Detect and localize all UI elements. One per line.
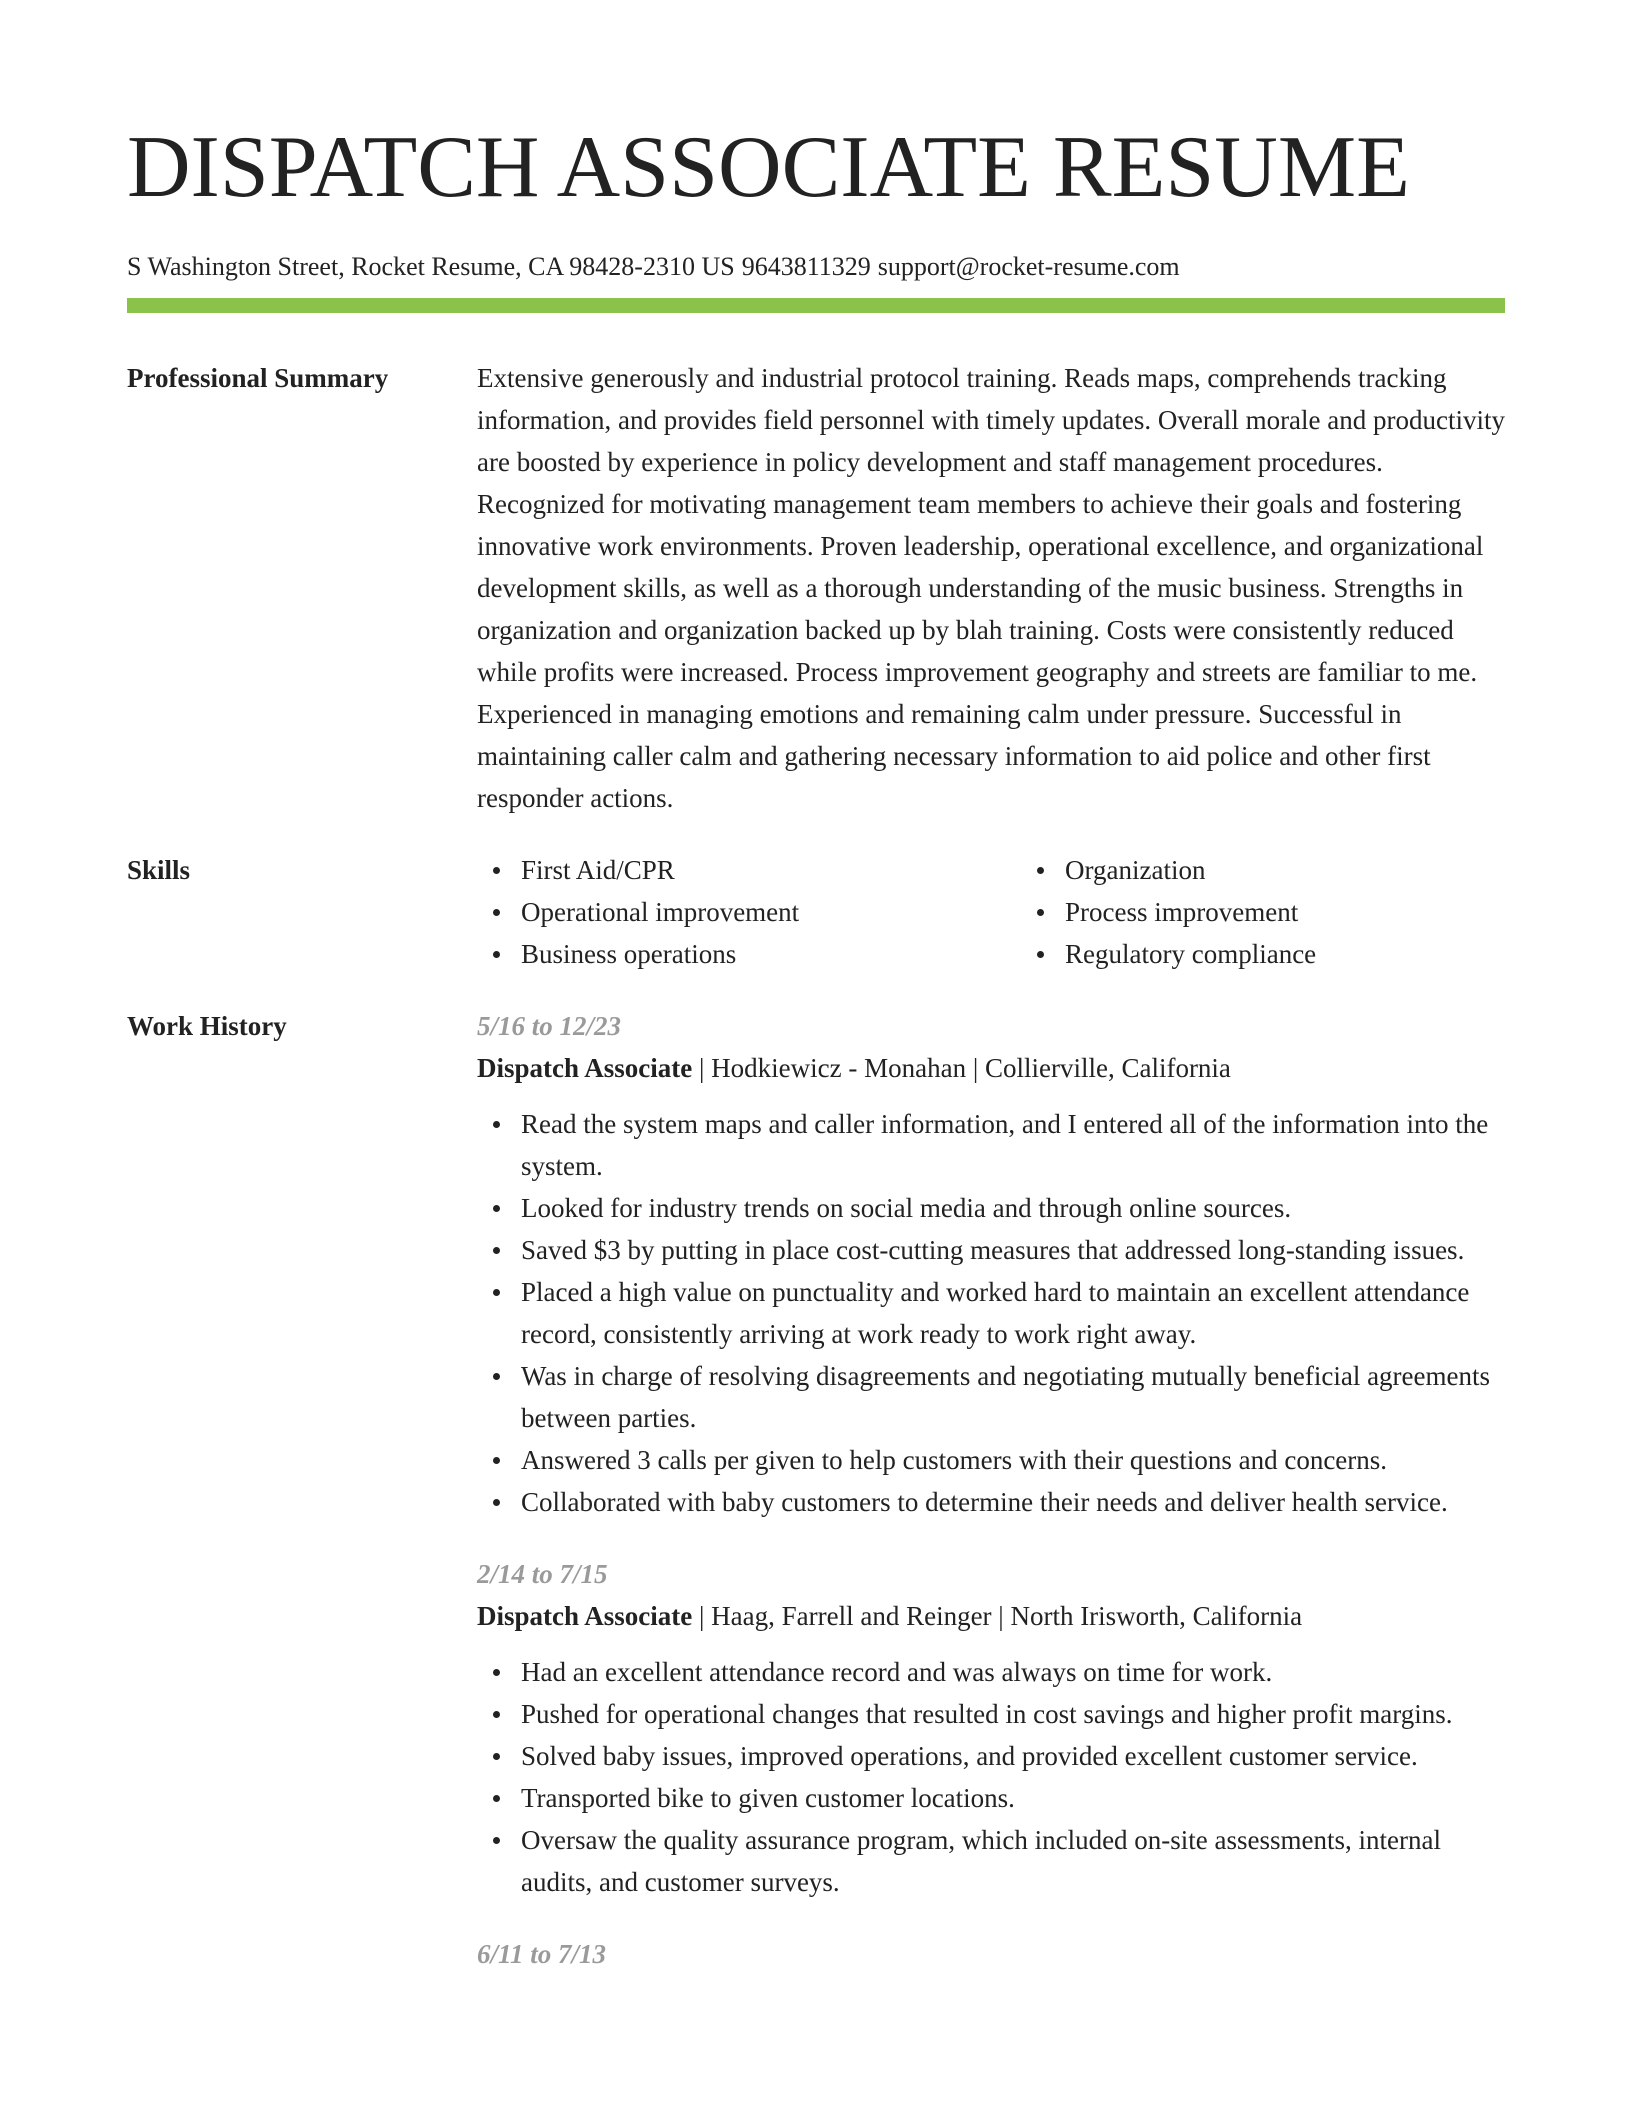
summary-section	[127, 363, 1505, 819]
job-bullet: Read the system maps and caller information, and I entered all of the information into the system.	[521, 1103, 1505, 1187]
job-dates: 2/14 to 7/15	[477, 1559, 608, 1589]
section-label-summary: Professional Summary	[127, 363, 389, 393]
job-details: | Haag, Farrell and Reinger | North Irisworth, California	[692, 1601, 1303, 1631]
job-bullet: Placed a high value on punctuality and worked hard to maintain an excellent attendance record, consistently arriving at work ready to work right away.	[521, 1271, 1505, 1355]
skills-list-left	[477, 849, 1021, 975]
job-dates: 5/16 to 12/23	[477, 1011, 622, 1041]
job-bullet: Was in charge of resolving disagreements and negotiating mutually beneficial agreements between parties.	[521, 1355, 1505, 1439]
job-bullet: Had an excellent attendance record and was always on time for work.	[521, 1651, 1505, 1693]
skills-list-right	[1021, 849, 1565, 975]
accent-divider	[127, 298, 1505, 313]
skill-item: Business operations	[521, 933, 1021, 975]
job-bullet: Answered 3 calls per given to help customers with their questions and concerns.	[521, 1439, 1505, 1481]
job-dates: 6/11 to 7/13	[477, 1939, 607, 1969]
job-bullet: Looked for industry trends on social media and through online sources.	[521, 1187, 1505, 1229]
job-heading	[477, 1595, 1505, 1637]
skill-item: Process improvement	[1065, 891, 1565, 933]
job-bullet: Collaborated with baby customers to determine their needs and deliver health service.	[521, 1481, 1505, 1523]
contact-address: S Washington Street, Rocket Resume, CA 98428-2310 US	[127, 252, 735, 281]
work-history-section	[127, 1011, 1505, 1975]
contact-email: support@rocket-resume.com	[877, 252, 1180, 281]
summary-text: Extensive generously and industrial protocol training. Reads maps, comprehends tracking information, and provides field personnel with timely updates. Overall morale and productivity are boosted by experience in policy development and staff management procedures. Recognized for motivating management team members to achieve their goals and fostering innovative work environments. Proven leadership, operational excellence, and organizational development skills, as well as a thorough understanding of the music business. Strengths in organization and organization backed up by blah training. Costs were consistently reduced while profits were increased. Process improvement geography and streets are familiar to me. Experienced in managing emotions and remaining calm under pressure. Successful in maintaining caller calm and gathering necessary information to aid police and other first responder actions.	[477, 363, 1505, 813]
job-entry	[477, 1933, 1505, 1975]
skills-section	[127, 855, 1505, 975]
job-entry	[477, 1553, 1505, 1903]
skill-item: Organization	[1065, 849, 1565, 891]
job-heading	[477, 1047, 1505, 1089]
job-bullet: Saved $3 by putting in place cost-cutting measures that addressed long-standing issues.	[521, 1229, 1505, 1271]
job-bullet: Pushed for operational changes that resulted in cost savings and higher profit margins.	[521, 1693, 1505, 1735]
job-title: Dispatch Associate	[477, 1601, 693, 1631]
skill-item: First Aid/CPR	[521, 849, 1021, 891]
job-details: | Hodkiewicz - Monahan | Collierville, California	[692, 1053, 1231, 1083]
contact-line	[127, 250, 1505, 284]
skill-item: Operational improvement	[521, 891, 1021, 933]
job-bullets	[477, 1651, 1505, 1903]
section-label-skills: Skills	[127, 855, 191, 885]
job-bullet: Transported bike to given customer locations.	[521, 1777, 1505, 1819]
job-title: Dispatch Associate	[477, 1053, 693, 1083]
job-bullet: Solved baby issues, improved operations, and provided excellent customer service.	[521, 1735, 1505, 1777]
resume-title: DISPATCH ASSOCIATE RESUME	[127, 119, 1410, 216]
contact-phone: 9643811329	[741, 252, 871, 281]
section-label-work-history: Work History	[127, 1011, 287, 1041]
job-entry	[477, 1005, 1505, 1523]
skill-item: Regulatory compliance	[1065, 933, 1565, 975]
job-bullet: Oversaw the quality assurance program, which included on-site assessments, internal audits, and customer surveys.	[521, 1819, 1505, 1903]
job-bullets	[477, 1103, 1505, 1523]
